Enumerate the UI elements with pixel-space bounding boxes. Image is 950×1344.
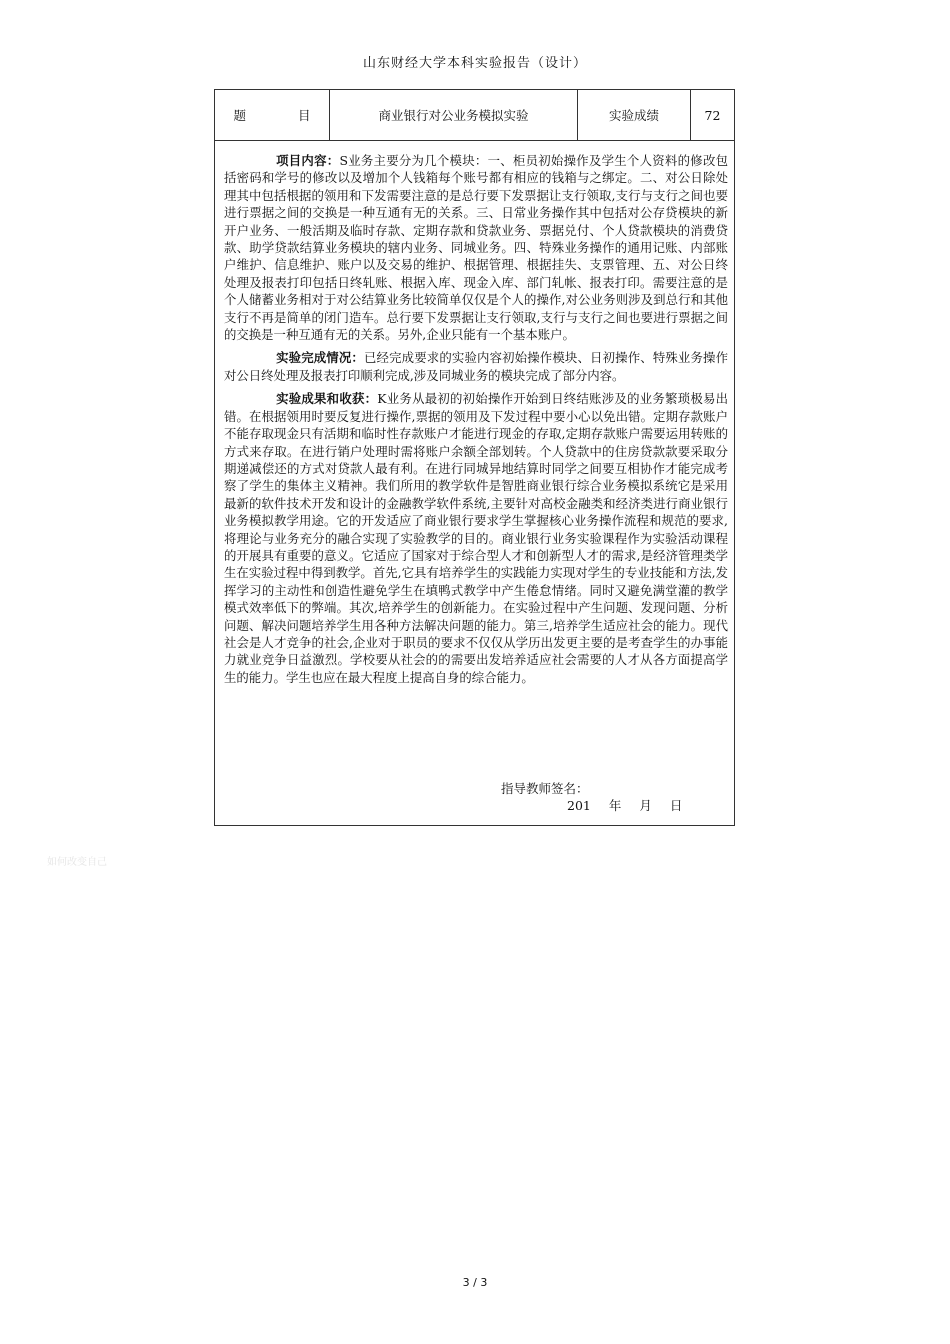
section-text: 已经完成要求的实验内容初始操作模块、日初操作、特殊业务操作对公日终处理及报表打印顺利完成,涉及同城业务的模块完成了部分内容。 — [224, 350, 728, 383]
section-heading: 项目内容： — [276, 153, 340, 168]
teacher-signature-label: 指导教师签名： — [501, 781, 589, 796]
title-label-char-2: 目 — [298, 108, 311, 123]
date-year: 201 — [567, 798, 591, 813]
page-header: 山东财经大学本科实验报告（设计） — [362, 56, 587, 71]
date-month-unit: 月 — [639, 798, 652, 813]
title-label-cell — [215, 90, 330, 140]
title-label-char-1: 题 — [233, 108, 246, 123]
report-content — [224, 152, 728, 692]
score-value-cell: 72 — [704, 107, 721, 123]
section-heading: 实验成果和收获： — [276, 391, 378, 407]
page-number: 3 / 3 — [462, 1276, 488, 1289]
section-text: S业务主要分为几个模块：一、柜员初始操作及学生个人资料的修改包括密码和学号的修改以及增加个人钱箱每个账号都有相应的钱箱与之绑定。二、对公日除处理其中包括根据的领用和下发需要注意的是总行要下发票据让支行领取,支行与支行之间也要进行票据之间的交换是一种互通有无的关系。三、日常业务操作其中包括对公存贷模块的新开户业务、一般活期及临时存款、定期存款和贷款业务、票据兑付、个人贷款模块的消费贷款、助学贷款结算业务模块的辖内业务、同城业务。四、特殊业务操作的通用记账、内部账户维护、信息维护、账户以及交易的维护、根据管理、根据挂失、支票管理、五、对公日终处理及报表打印包括日终轧账、根据入库、现金入库、部门轧帐、报表打印。需要注意的是个人储蓄业务相对于对公结算业务比较简单仅仅是个人的操作,对公业务则涉及到总行和其他支行不再是简单的闭门造车。总行要下发票据让支行领取,支行与支行之间也要进行票据之间的交换是一种互通有无的关系。另外,企业只能有一个基本账户。 — [224, 153, 729, 343]
signature-date — [567, 796, 700, 814]
section-text: K业务从最初的初始操作开始到日终结账涉及的业务繁琐极易出错。在根据领用时要反复进行操作,票据的领用及下发过程中要小心以免出错。定期存款账户不能存取现金只有活期和临时性存款账户才能进行现金的存取,定期存款账户需要运用转账的方式来存取。在进行销户处理时需将账户余额全部划转。个人贷款中的住房贷款款要采取分期递减偿还的方式对贷款人最有利。在进行同城异地结算时同学之间要互相协作才能完成考察了学生的集体主义精神。我们所用的教学软件是智胜商业银行综合业务模拟系统它是采用最新的软件技术开发和设计的金融教学软件系统,主要针对高校金融类和经济类进行商业银行业务模拟教学用途。它的开发适应了商业银行要求学生掌握核心业务操作流程和规范的要求,将理论与业务充分的融合实现了实验教学的目的。商业银行业务实验课程作为实验活动课程的开展具有重要的意义。它适应了国家对于综合型人才和创新型人才的需求,是经济管理类学生在实验过程中得到教学。首先,它具有培养学生的实践能力实现对学生的专业技能和方法,发挥学习的主动性和创造性避免学生在填鸭式教学中产生倦怠情绪。同时又避免满堂灌的教学模式效率低下的弊端。其次,培养学生的创新能力。在实验过程中产生问题、发现问题、分析问题、解决问题培养学生用各种方法解决问题的能力。第三,培养学生适应社会的能力。现代社会是人才竞争的社会,企业对于职员的要求不仅仅从学历出发更主要的是考查学生的办事能力就业竞争日益激烈。学校要从社会的的需要出发培养适应社会需要的人才从各方面提高学生的能力。学生也应在最大程度上提高自身的综合能力。 — [224, 391, 728, 685]
date-year-unit: 年 — [608, 798, 622, 813]
section-results — [224, 390, 728, 686]
section-heading: 实验完成情况： — [276, 350, 364, 366]
date-day-unit: 日 — [669, 798, 683, 813]
report-table — [214, 89, 735, 826]
section-completion — [224, 349, 728, 384]
score-label-cell: 实验成绩 — [578, 90, 691, 140]
section-project-content — [224, 152, 728, 343]
title-row — [215, 90, 734, 141]
watermark-text: 如何改变自己 — [47, 857, 107, 868]
title-value-cell: 商业银行对公业务模拟实验 — [330, 90, 578, 140]
